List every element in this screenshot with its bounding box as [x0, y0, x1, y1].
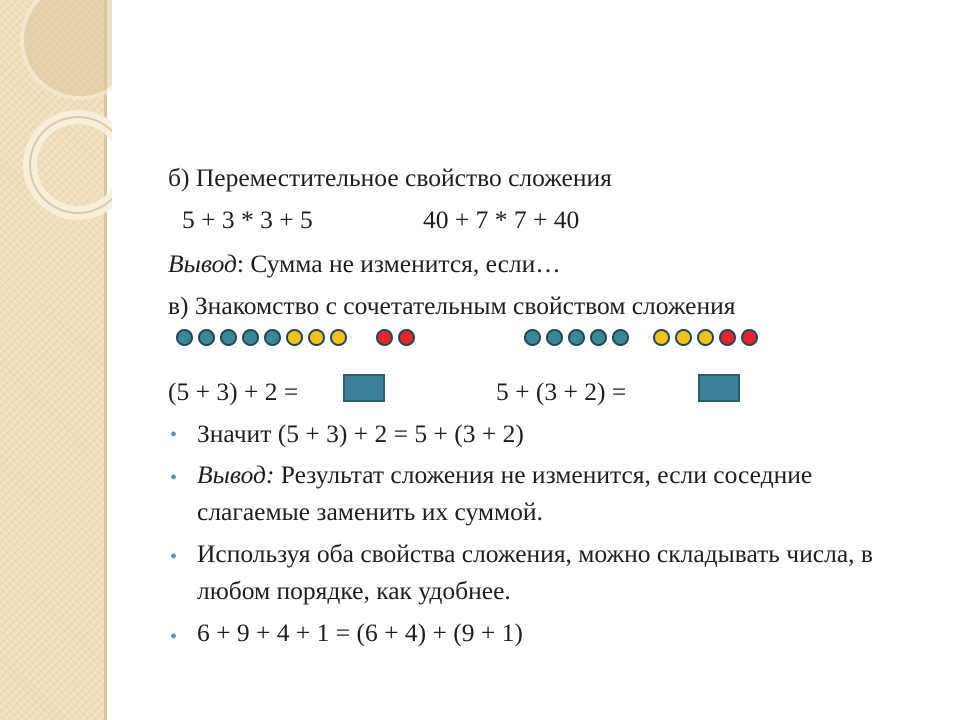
bullet-3-text: Используя оба свойства сложения, можно складывать числа, в любом порядке, как удобнее.	[197, 539, 873, 605]
associative-expression-right: 5 + (3 + 2) =	[496, 377, 627, 406]
bead-yellow	[675, 329, 692, 346]
bead-teal	[198, 329, 215, 346]
bead-yellow	[697, 329, 714, 346]
bullet-marker: •	[170, 546, 178, 568]
bead-yellow	[308, 329, 325, 346]
commutative-example-2: 40 + 7 * 7 + 40	[423, 205, 580, 234]
bullet-marker: •	[170, 467, 178, 489]
bead-teal	[612, 329, 629, 346]
bead-teal	[220, 329, 237, 346]
bead-teal	[524, 329, 541, 346]
bead-teal	[176, 329, 193, 346]
section-v-title: в) Знакомство с сочетательным свойством сложения	[168, 291, 736, 320]
bead-teal	[546, 329, 563, 346]
bullet-marker: •	[170, 626, 178, 648]
answer-box-left	[343, 374, 385, 402]
answer-box-right	[698, 374, 740, 402]
bead-yellow	[330, 329, 347, 346]
bead-red	[719, 329, 736, 346]
bullet-marker: •	[170, 424, 178, 446]
bullet-2-body: Результат сложения не изменится, если соседние слагаемые заменить их суммой.	[197, 460, 813, 526]
bead-yellow	[653, 329, 670, 346]
section-b-title: б) Переместительное свойство сложения	[168, 163, 612, 192]
bead-teal	[568, 329, 585, 346]
bead-yellow	[286, 329, 303, 346]
section-b-conclusion	[168, 249, 561, 279]
decorative-circles	[0, 0, 112, 230]
bead-teal	[590, 329, 607, 346]
conclusion-text: : Сумма не изменится, если…	[236, 249, 561, 278]
bullet-2-text	[197, 456, 927, 530]
bead-red	[741, 329, 758, 346]
bead-red	[398, 329, 415, 346]
bead-teal	[264, 329, 281, 346]
bullet-2-label: Вывод:	[197, 460, 275, 489]
conclusion-label: Вывод	[168, 249, 237, 278]
bead-red	[376, 329, 393, 346]
commutative-example-1: 5 + 3 * 3 + 5	[182, 205, 313, 234]
bullet-1-text: Значит (5 + 3) + 2 = 5 + (3 + 2)	[197, 419, 524, 448]
associative-expression-left: (5 + 3) + 2 =	[168, 377, 299, 406]
bullet-4-text: 6 + 9 + 4 + 1 = (6 + 4) + (9 + 1)	[197, 618, 523, 647]
bead-teal	[242, 329, 259, 346]
